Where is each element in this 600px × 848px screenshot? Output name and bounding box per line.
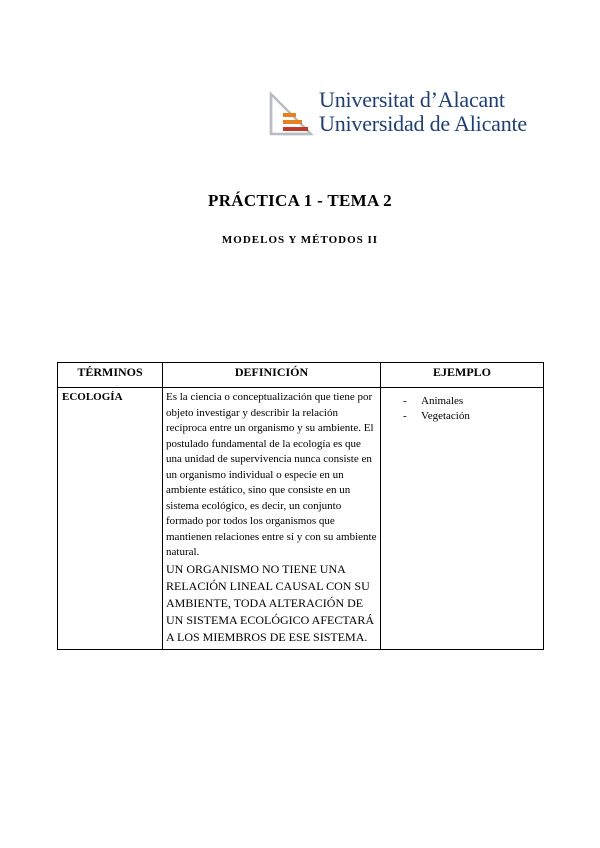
definition-cell [163,388,381,650]
terms-table [57,362,544,650]
list-item: - Animales [403,394,543,409]
university-logo [269,88,539,140]
university-name-ca: Universitat d’Alacant [319,87,505,112]
table-header-row [58,363,544,388]
university-name-es: Universidad de Alicante [319,111,527,136]
header-definition: DEFINICIÓN [163,363,381,388]
page-title: PRÁCTICA 1 - TEMA 2 [208,191,392,210]
table-row [58,388,544,650]
term-cell: ECOLOGÍA [58,388,163,650]
list-item: - Vegetación [403,409,543,424]
university-name [319,88,527,136]
example-list [381,394,543,424]
definition-text: Es la ciencia o conceptualización que tiene por objeto investigar y describir la relación recíproca entre un organismo y su ambiente. El postulado fundamental de la ecología es que una unidad de supervivencia nunca consiste en un organismo individual o especie en un ambiente estático, sino que consiste en un sistema ecológico, es decir, un conjunto formado por todos los organismos que mantienen relaciones entre sí y con su ambiente natural. [166,391,377,558]
university-emblem-icon [269,90,313,136]
definition-caps-text: UN ORGANISMO NO TIENE UNA RELACIÓN LINEAL CAUSAL CON SU AMBIENTE, TODA ALTERACIÓN DE UN SISTEMA ECOLÓGICO AFECTARÁ A LOS MIEMBROS DE ESE SISTEMA. [166,561,375,644]
example-cell [381,388,544,650]
header-example: EJEMPLO [381,363,544,388]
header-terms: TÉRMINOS [58,363,163,388]
page-subtitle: MODELOS Y MÉTODOS II [221,234,379,246]
